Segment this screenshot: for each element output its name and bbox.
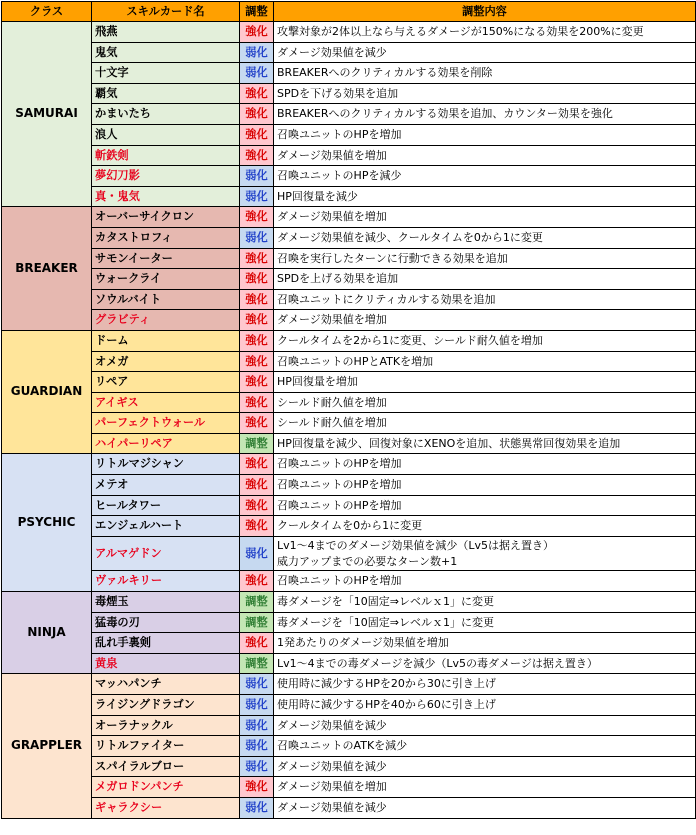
adjust-detail: クールタイムを2から1に変更、シールド耐久値を増加 [274, 330, 696, 351]
table-row [2, 715, 696, 736]
adjust-detail: 召喚ユニットのHPとATKを増加 [274, 351, 696, 372]
adjust-detail: ダメージ効果値を減少 [274, 797, 696, 818]
table-row [2, 736, 696, 757]
skill-name: エンジェルハート [92, 516, 240, 537]
adjust-detail: 毒ダメージを「10固定⇒レベルｘ1」に変更 [274, 612, 696, 633]
adjust-badge: 強化 [240, 475, 274, 496]
skill-name: 乱れ手裏剣 [92, 633, 240, 654]
table-row [2, 475, 696, 496]
table-row [2, 22, 696, 43]
header-detail: 調整内容 [274, 2, 696, 22]
adjust-badge: 強化 [240, 372, 274, 393]
detail-line-1: Lv1～4までのダメージ効果値を減少（Lv5は据え置き） [277, 538, 555, 552]
adjust-detail: SPDを上げる効果を追加 [274, 269, 696, 290]
table-row [2, 372, 696, 393]
adjust-badge: 弱化 [240, 736, 274, 757]
adjust-detail: ダメージ効果値を増加 [274, 145, 696, 166]
table-row [2, 633, 696, 654]
skill-name: リトルファイター [92, 736, 240, 757]
adjust-badge: 強化 [240, 207, 274, 228]
header-adjust: 調整 [240, 2, 274, 22]
skill-name: メガロドンパンチ [92, 777, 240, 798]
header-row [2, 2, 696, 22]
adjust-detail: シールド耐久値を増加 [274, 413, 696, 434]
skill-name: ハイパーリペア [92, 433, 240, 454]
skill-name: ヒールタワー [92, 495, 240, 516]
adjust-badge: 強化 [240, 495, 274, 516]
header-class: クラス [2, 2, 92, 22]
table-row [2, 516, 696, 537]
adjust-detail: 使用時に減少するHPを20から30に引き上げ [274, 674, 696, 695]
skill-name: かまいたち [92, 104, 240, 125]
adjust-badge: 調整 [240, 592, 274, 613]
adjust-detail: BREAKERへのクリティカルする効果を削除 [274, 63, 696, 84]
adjust-detail: 召喚ユニットのHPを増加 [274, 495, 696, 516]
adjust-badge: 強化 [240, 83, 274, 104]
table-row [2, 42, 696, 63]
adjust-detail: HP回復量を減少、回復対象にXENOを追加、状態異常回復効果を追加 [274, 433, 696, 454]
skill-name: メテオ [92, 475, 240, 496]
adjust-badge: 調整 [240, 653, 274, 674]
adjust-badge: 弱化 [240, 715, 274, 736]
skill-name: 猛毒の刃 [92, 612, 240, 633]
adjust-badge: 強化 [240, 777, 274, 798]
table-row [2, 392, 696, 413]
table-row [2, 592, 696, 613]
skill-name: ドーム [92, 330, 240, 351]
adjust-badge: 強化 [240, 454, 274, 475]
class-name-samurai: SAMURAI [2, 22, 92, 207]
table-body [2, 22, 696, 819]
adjust-detail: クールタイムを0から1に変更 [274, 516, 696, 537]
skill-name: 浪人 [92, 124, 240, 145]
skill-name: 黄泉 [92, 653, 240, 674]
detail-line-2: 威力アップまでの必要なターン数+1 [277, 554, 458, 568]
table-row [2, 207, 696, 228]
skill-name: リペア [92, 372, 240, 393]
adjust-badge: 弱化 [240, 227, 274, 248]
adjust-badge: 強化 [240, 248, 274, 269]
adjust-badge: 弱化 [240, 166, 274, 187]
adjust-detail: ダメージ効果値を減少 [274, 715, 696, 736]
skill-name: スパイラルブロー [92, 756, 240, 777]
skill-name: オメガ [92, 351, 240, 372]
skill-name: 真・鬼気 [92, 186, 240, 207]
adjust-detail: 召喚ユニットのHPを増加 [274, 475, 696, 496]
adjust-detail: 召喚ユニットのHPを減少 [274, 166, 696, 187]
adjust-badge: 強化 [240, 633, 274, 654]
skill-name: パーフェクトウォール [92, 413, 240, 434]
adjust-badge: 強化 [240, 571, 274, 592]
table-row [2, 653, 696, 674]
adjust-badge: 弱化 [240, 756, 274, 777]
adjust-badge: 強化 [240, 310, 274, 331]
adjust-detail: ダメージ効果値を増加 [274, 310, 696, 331]
adjust-badge: 弱化 [240, 536, 274, 571]
skill-name: 夢幻刀影 [92, 166, 240, 187]
table-row [2, 433, 696, 454]
adjust-detail [274, 536, 696, 571]
skill-name: グラビティ [92, 310, 240, 331]
adjust-badge: 強化 [240, 516, 274, 537]
skill-name: 鬼気 [92, 42, 240, 63]
adjust-detail: ダメージ効果値を増加 [274, 207, 696, 228]
adjust-badge: 強化 [240, 289, 274, 310]
adjust-badge: 調整 [240, 612, 274, 633]
skill-name: 十文字 [92, 63, 240, 84]
adjust-detail: ダメージ効果値を減少、クールタイムを0から1に変更 [274, 227, 696, 248]
skill-name: 毒煙玉 [92, 592, 240, 613]
skill-name: アイギス [92, 392, 240, 413]
adjust-detail: 召喚ユニットのHPを増加 [274, 454, 696, 475]
table-row [2, 330, 696, 351]
table-row [2, 571, 696, 592]
skill-name: 覇気 [92, 83, 240, 104]
table-row [2, 166, 696, 187]
adjust-detail: HP回復量を増加 [274, 372, 696, 393]
adjust-detail: ダメージ効果値を減少 [274, 42, 696, 63]
table-row [2, 269, 696, 290]
adjust-detail: ダメージ効果値を増加 [274, 777, 696, 798]
table-row [2, 536, 696, 571]
skill-name: ギャラクシー [92, 797, 240, 818]
table-row [2, 756, 696, 777]
table-row [2, 454, 696, 475]
table-row [2, 777, 696, 798]
table-row [2, 413, 696, 434]
adjust-detail: HP回復量を減少 [274, 186, 696, 207]
skill-name: サモンイーター [92, 248, 240, 269]
adjust-badge: 強化 [240, 413, 274, 434]
skill-name: リトルマジシャン [92, 454, 240, 475]
table-row [2, 797, 696, 818]
adjust-badge: 強化 [240, 22, 274, 43]
adjust-badge: 強化 [240, 104, 274, 125]
table-row [2, 104, 696, 125]
adjust-detail: シールド耐久値を増加 [274, 392, 696, 413]
adjust-detail: 使用時に減少するHPを40から60に引き上げ [274, 695, 696, 716]
class-name-grappler: GRAPPLER [2, 674, 92, 818]
class-name-breaker: BREAKER [2, 207, 92, 331]
skill-name: ウォークライ [92, 269, 240, 290]
table-row [2, 674, 696, 695]
adjust-detail: 毒ダメージを「10固定⇒レベルｘ1」に変更 [274, 592, 696, 613]
adjust-detail: 召喚を実行したターンに行動できる効果を追加 [274, 248, 696, 269]
adjust-badge: 弱化 [240, 186, 274, 207]
adjust-detail: 1発あたりのダメージ効果値を増加 [274, 633, 696, 654]
class-name-guardian: GUARDIAN [2, 330, 92, 454]
table-row [2, 351, 696, 372]
adjust-badge: 弱化 [240, 695, 274, 716]
adjust-badge: 強化 [240, 392, 274, 413]
adjust-badge: 強化 [240, 124, 274, 145]
adjust-detail: 召喚ユニットのATKを減少 [274, 736, 696, 757]
table-row [2, 145, 696, 166]
adjust-badge: 調整 [240, 433, 274, 454]
adjust-badge: 弱化 [240, 674, 274, 695]
class-name-psychic: PSYCHIC [2, 454, 92, 592]
adjust-detail: BREAKERへのクリティカルする効果を追加、カウンター効果を強化 [274, 104, 696, 125]
adjust-detail: SPDを下げる効果を追加 [274, 83, 696, 104]
skill-name: 斬鉄剣 [92, 145, 240, 166]
adjust-badge: 強化 [240, 145, 274, 166]
table-row [2, 124, 696, 145]
skill-name: カタストロフィ [92, 227, 240, 248]
adjust-badge: 強化 [240, 269, 274, 290]
skill-name: アルマゲドン [92, 536, 240, 571]
skill-name: ソウルバイト [92, 289, 240, 310]
table-row [2, 695, 696, 716]
table-row [2, 186, 696, 207]
skill-name: マッハパンチ [92, 674, 240, 695]
table-row [2, 612, 696, 633]
table-row [2, 289, 696, 310]
class-name-ninja: NINJA [2, 592, 92, 674]
header-skill-name: スキルカード名 [92, 2, 240, 22]
skill-name: 飛燕 [92, 22, 240, 43]
skill-name: ヴァルキリー [92, 571, 240, 592]
adjust-detail: 攻撃対象が2体以上なら与えるダメージが150%になる効果を200%に変更 [274, 22, 696, 43]
adjust-badge: 弱化 [240, 42, 274, 63]
table-row [2, 63, 696, 84]
table-row [2, 227, 696, 248]
adjust-detail: 召喚ユニットのHPを増加 [274, 571, 696, 592]
skill-name: オーラナックル [92, 715, 240, 736]
adjust-badge: 強化 [240, 330, 274, 351]
adjust-detail: 召喚ユニットのHPを増加 [274, 124, 696, 145]
table-row [2, 495, 696, 516]
table-row [2, 83, 696, 104]
skill-adjustment-table [1, 1, 696, 819]
adjust-detail: ダメージ効果値を減少 [274, 756, 696, 777]
adjust-badge: 弱化 [240, 797, 274, 818]
table-row [2, 310, 696, 331]
adjust-detail: 召喚ユニットにクリティカルする効果を追加 [274, 289, 696, 310]
adjust-badge: 弱化 [240, 63, 274, 84]
adjust-detail: Lv1～4までの毒ダメージを減少（Lv5の毒ダメージは据え置き） [274, 653, 696, 674]
skill-name: オーバーサイクロン [92, 207, 240, 228]
adjust-badge: 強化 [240, 351, 274, 372]
table-row [2, 248, 696, 269]
skill-name: ライジングドラゴン [92, 695, 240, 716]
